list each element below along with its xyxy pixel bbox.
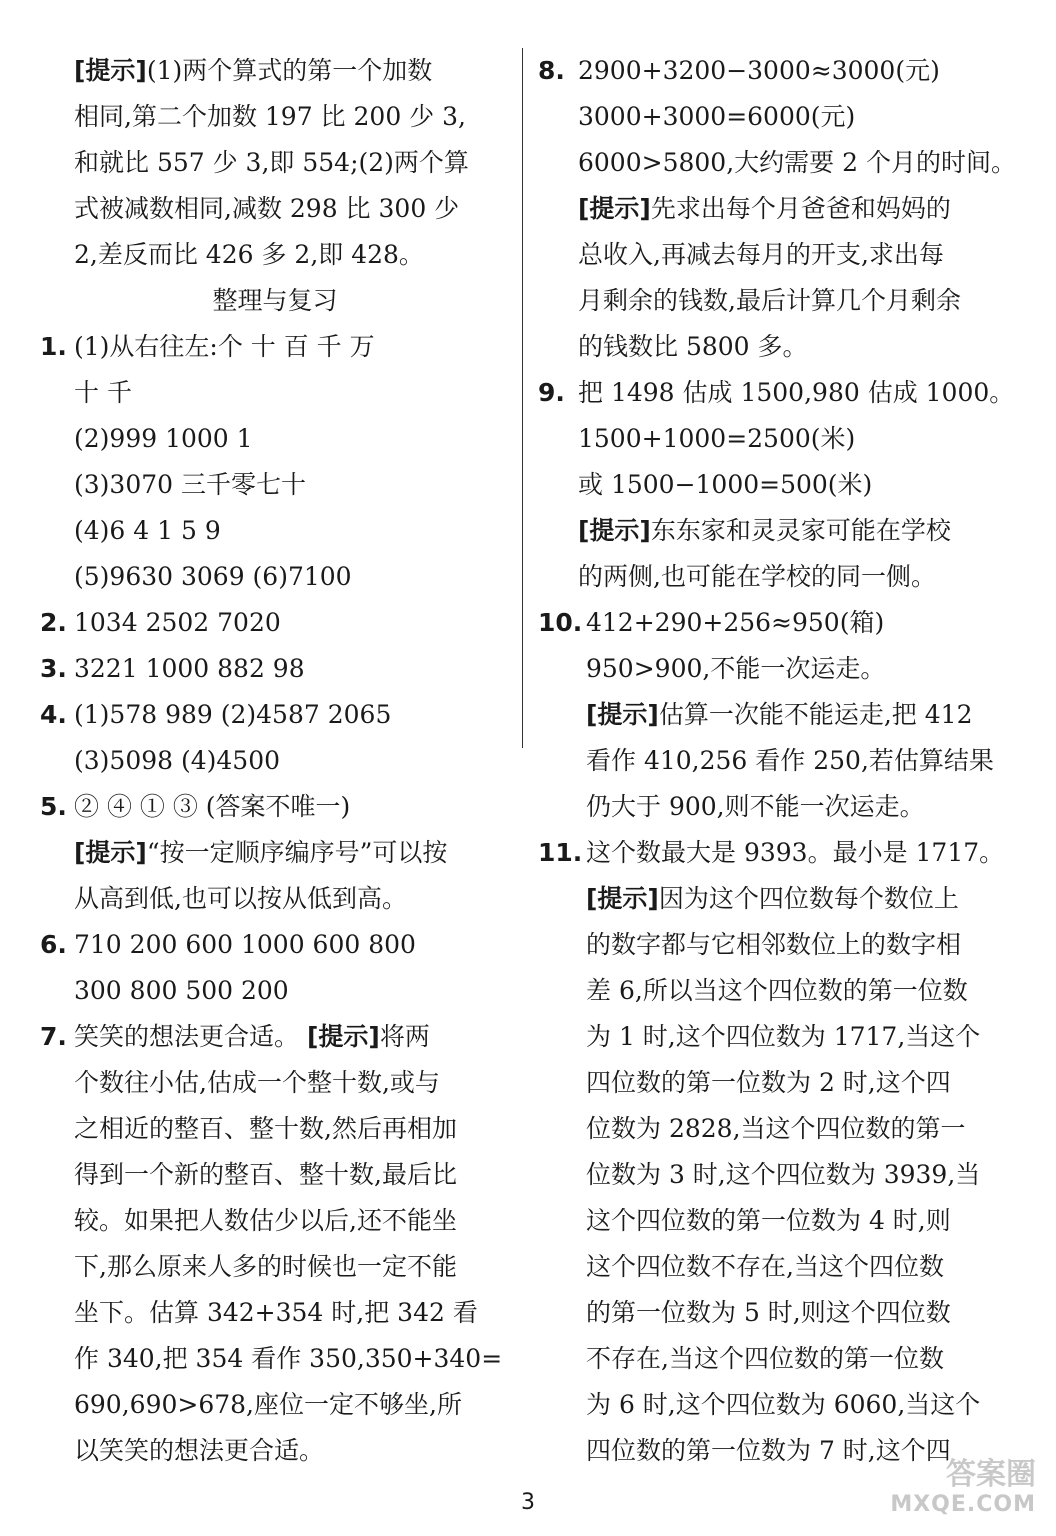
line-text: 位数为 2828,当这个四位数的第一 — [586, 1114, 966, 1143]
hint-marker: [提示] — [578, 194, 651, 223]
line-text: ② ④ ① ③ (答案不唯一) — [74, 792, 351, 821]
line-text: 1034 2502 7020 — [74, 608, 281, 637]
question-number: 11. — [538, 838, 583, 867]
line-text: 2900+3200−3000≈3000(元) — [578, 56, 940, 85]
line-text: 或 1500−1000=500(米) — [578, 470, 873, 499]
question-number: 2. — [40, 608, 67, 637]
line-text: (3)3070 三千零七十 — [74, 470, 306, 499]
question-line — [40, 784, 510, 830]
line-text: (5)9630 3069 (6)7100 — [74, 562, 352, 591]
line-text: 之相近的整百、整十数,然后再相加 — [74, 1114, 457, 1143]
answer-line — [40, 1290, 510, 1336]
hint-marker: [提示] — [74, 838, 147, 867]
answer-line — [538, 1244, 1018, 1290]
question-number: 7. — [40, 1022, 67, 1051]
hint-marker: [提示] — [586, 884, 659, 913]
line-text: (2)999 1000 1 — [74, 424, 253, 453]
line-text: 这个四位数的第一位数为 4 时,则 — [586, 1206, 951, 1235]
question-number: 6. — [40, 930, 67, 959]
section-title — [40, 278, 510, 324]
line-text: [提示]东东家和灵灵家可能在学校 — [578, 516, 951, 545]
answer-line — [40, 416, 510, 462]
line-text: 412+290+256≈950(箱) — [586, 608, 885, 637]
line-text: (4)6 4 1 5 9 — [74, 516, 221, 545]
line-text: 把 1498 估成 1500,980 估成 1000。 — [578, 378, 1015, 407]
question-number: 4. — [40, 700, 67, 729]
question-number: 1. — [40, 332, 67, 361]
answer-line — [538, 1198, 1018, 1244]
answer-line — [40, 1244, 510, 1290]
watermark-top: 答案圈 — [946, 1457, 1036, 1492]
line-text: 6000>5800,大约需要 2 个月的时间。 — [578, 148, 1016, 177]
hint-marker: [提示] — [74, 56, 147, 85]
hint-marker: [提示] — [586, 700, 659, 729]
answer-line — [40, 1152, 510, 1198]
answer-line — [40, 1060, 510, 1106]
answer-line — [538, 738, 1018, 784]
line-text: 式被减数相同,减数 298 比 300 少 — [74, 194, 460, 223]
line-text: 总收入,再减去每月的开支,求出每 — [578, 240, 944, 269]
line-text: 坐下。估算 342+354 时,把 342 看 — [74, 1298, 478, 1327]
question-number: 10. — [538, 608, 583, 637]
line-text: 的第一位数为 5 时,则这个四位数 — [586, 1298, 951, 1327]
line-text: (3)5098 (4)4500 — [74, 746, 281, 775]
answer-line — [538, 1382, 1018, 1428]
answer-line — [40, 738, 510, 784]
answer-line — [40, 830, 510, 876]
answer-line — [40, 876, 510, 922]
line-text: 的两侧,也可能在学校的同一侧。 — [578, 562, 936, 591]
line-text: 位数为 3 时,这个四位数为 3939,当 — [586, 1160, 981, 1189]
line-text: 950>900,不能一次运走。 — [586, 654, 886, 683]
line-text: 1500+1000=2500(米) — [578, 424, 856, 453]
watermark-bottom: MXQE.COM — [890, 1492, 1036, 1517]
answer-line — [40, 186, 510, 232]
line-text: 四位数的第一位数为 7 时,这个四 — [586, 1436, 951, 1465]
line-text: 为 1 时,这个四位数为 1717,当这个 — [586, 1022, 981, 1051]
answer-line — [40, 968, 510, 1014]
answer-line — [538, 1290, 1018, 1336]
line-text: 十 千 — [74, 378, 132, 407]
answer-line — [538, 462, 1018, 508]
line-text: 3000+3000=6000(元) — [578, 102, 856, 131]
line-text: 710 200 600 1000 600 800 — [74, 930, 416, 959]
line-text: 看作 410,256 看作 250,若估算结果 — [586, 746, 994, 775]
answer-line — [538, 922, 1018, 968]
column-divider — [522, 48, 523, 748]
answer-line — [538, 692, 1018, 738]
line-text: 相同,第二个加数 197 比 200 少 3, — [74, 102, 466, 131]
line-text: 3221 1000 882 98 — [74, 654, 305, 683]
watermark-logo — [890, 1457, 1036, 1520]
question-line — [40, 922, 510, 968]
answer-line — [538, 94, 1018, 140]
line-text: 300 800 500 200 — [74, 976, 289, 1005]
answer-line — [538, 1152, 1018, 1198]
line-text: [提示]估算一次能不能运走,把 412 — [586, 700, 973, 729]
question-number: 3. — [40, 654, 67, 683]
line-text: 月剩余的钱数,最后计算几个月剩余 — [578, 286, 961, 315]
line-text: 的数字都与它相邻数位上的数字相 — [586, 930, 962, 959]
line-text: 差 6,所以当这个四位数的第一位数 — [586, 976, 968, 1005]
right-column — [538, 48, 1018, 1474]
question-line — [538, 48, 1018, 94]
line-text: 以笑笑的想法更合适。 — [74, 1436, 325, 1465]
answer-line — [538, 1336, 1018, 1382]
answer-line — [538, 646, 1018, 692]
answer-line — [40, 508, 510, 554]
line-text: 四位数的第一位数为 2 时,这个四 — [586, 1068, 951, 1097]
line-text: (1)578 989 (2)4587 2065 — [74, 700, 392, 729]
question-line — [40, 646, 510, 692]
line-text: (1)从右往左:个 十 百 千 万 — [74, 332, 375, 361]
answer-line — [40, 232, 510, 278]
answer-line — [40, 1198, 510, 1244]
answer-line — [538, 324, 1018, 370]
question-line — [538, 600, 1018, 646]
line-text: [提示]因为这个四位数每个数位上 — [586, 884, 959, 913]
answer-line — [40, 94, 510, 140]
answer-line — [40, 462, 510, 508]
question-number: 5. — [40, 792, 67, 821]
line-text: 整理与复习 — [212, 286, 338, 315]
answer-line — [538, 784, 1018, 830]
line-text: 仍大于 900,则不能一次运走。 — [586, 792, 925, 821]
answer-line — [538, 554, 1018, 600]
answer-line — [40, 370, 510, 416]
line-text: [提示]先求出每个月爸爸和妈妈的 — [578, 194, 951, 223]
line-text: 较。如果把人数估少以后,还不能坐 — [74, 1206, 457, 1235]
question-line — [40, 1014, 510, 1060]
question-line — [40, 324, 510, 370]
answer-line — [538, 186, 1018, 232]
line-text: 和就比 557 少 3,即 554;(2)两个算 — [74, 148, 469, 177]
line-text: 690,690>678,座位一定不够坐,所 — [74, 1390, 462, 1419]
answer-line — [538, 508, 1018, 554]
line-text: 从高到低,也可以按从低到高。 — [74, 884, 407, 913]
answer-line — [538, 1060, 1018, 1106]
line-text: 笑笑的想法更合适。 [提示]将两 — [74, 1022, 430, 1051]
line-text: 作 340,把 354 看作 350,350+340= — [74, 1344, 503, 1373]
line-text: 这个四位数不存在,当这个四位数 — [586, 1252, 944, 1281]
answer-line — [40, 1382, 510, 1428]
answer-line — [40, 140, 510, 186]
answer-line — [538, 232, 1018, 278]
question-line — [538, 830, 1018, 876]
line-text: 不存在,当这个四位数的第一位数 — [586, 1344, 944, 1373]
line-text: 2,差反而比 426 多 2,即 428。 — [74, 240, 424, 269]
line-text: 个数往小估,估成一个整十数,或与 — [74, 1068, 440, 1097]
answer-line — [538, 140, 1018, 186]
answer-line — [538, 1106, 1018, 1152]
question-number: 9. — [538, 378, 565, 407]
line-text: [提示]“按一定顺序编序号”可以按 — [74, 838, 448, 867]
line-text: 下,那么原来人多的时候也一定不能 — [74, 1252, 457, 1281]
question-number: 8. — [538, 56, 565, 85]
answer-line — [538, 278, 1018, 324]
hint-marker: [提示] — [578, 516, 651, 545]
question-line — [40, 600, 510, 646]
answer-line — [538, 876, 1018, 922]
answer-line — [40, 1336, 510, 1382]
line-text: 为 6 时,这个四位数为 6060,当这个 — [586, 1390, 981, 1419]
line-text: 这个数最大是 9393。最小是 1717。 — [586, 838, 1005, 867]
answer-line — [538, 1014, 1018, 1060]
line-text: 的钱数比 5800 多。 — [578, 332, 808, 361]
answer-line — [40, 48, 510, 94]
page-number: 3 — [521, 1490, 535, 1515]
line-text: [提示](1)两个算式的第一个加数 — [74, 56, 433, 85]
answer-line — [538, 416, 1018, 462]
left-column — [40, 48, 510, 1474]
answer-line — [40, 1106, 510, 1152]
question-line — [538, 370, 1018, 416]
answer-line — [538, 968, 1018, 1014]
answer-line — [40, 1428, 510, 1474]
line-text: 得到一个新的整百、整十数,最后比 — [74, 1160, 457, 1189]
answer-line — [40, 554, 510, 600]
question-line — [40, 692, 510, 738]
hint-marker: [提示] — [306, 1022, 380, 1051]
